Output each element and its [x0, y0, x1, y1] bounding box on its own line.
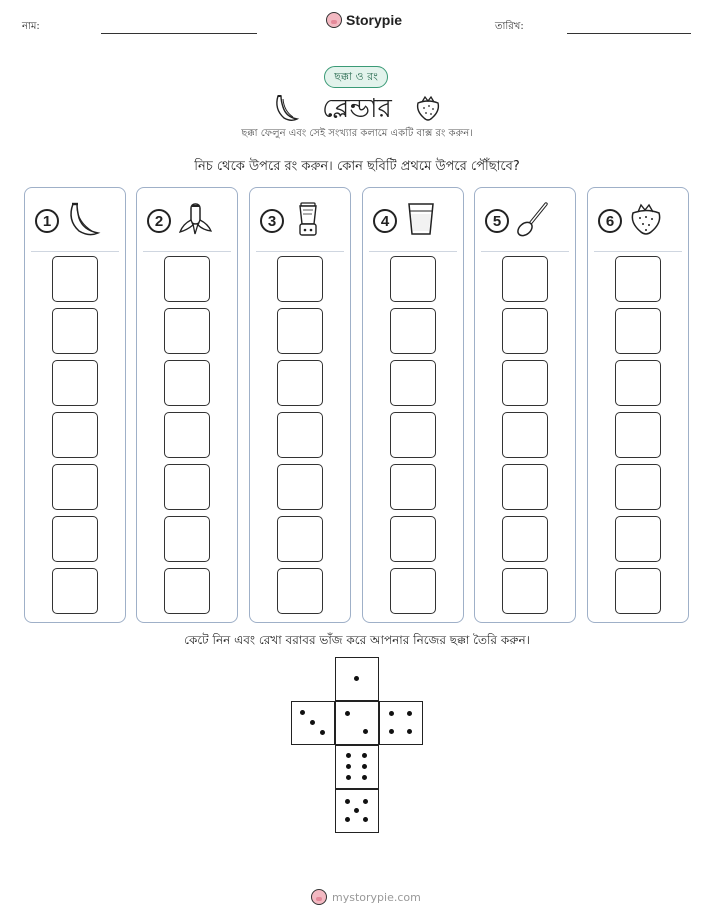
- dice-face-center: [335, 701, 379, 745]
- dice-pip: [389, 729, 394, 734]
- column-5: [474, 187, 576, 623]
- dice-face-bottom: [335, 789, 379, 833]
- cut-instruction: কেটে নিন এবং রেখা বরাবর ভাঁজ করে আপনার নিজের ছক্কা তৈরি করুন।: [184, 633, 530, 647]
- column-header: [260, 198, 344, 244]
- column-divider: [143, 251, 231, 252]
- brand-logo: [326, 12, 402, 28]
- column-number: 5: [485, 209, 509, 233]
- column-number: 3: [260, 209, 284, 233]
- color-box[interactable]: [390, 412, 436, 458]
- column-header: [598, 198, 682, 244]
- dice-pip: [354, 676, 359, 681]
- name-line[interactable]: [101, 33, 257, 34]
- column-divider: [369, 251, 457, 252]
- color-box[interactable]: [390, 308, 436, 354]
- dice-pip: [346, 764, 351, 769]
- dice-pip: [389, 711, 394, 716]
- footer: [311, 889, 421, 905]
- column-3: [249, 187, 351, 623]
- dice-pip: [354, 808, 359, 813]
- color-box[interactable]: [502, 464, 548, 510]
- category-badge: ছক্কা ও রং: [324, 66, 388, 88]
- color-box[interactable]: [164, 516, 210, 562]
- dice-pip: [310, 720, 315, 725]
- dice-face-lower: [335, 745, 379, 789]
- color-box[interactable]: [502, 568, 548, 614]
- color-box[interactable]: [52, 568, 98, 614]
- column-header: [373, 198, 457, 244]
- color-box[interactable]: [277, 568, 323, 614]
- dice-pip: [320, 730, 325, 735]
- color-box[interactable]: [164, 568, 210, 614]
- pig-logo-icon: [326, 12, 342, 28]
- color-box[interactable]: [502, 256, 548, 302]
- color-box[interactable]: [164, 360, 210, 406]
- column-header: [147, 198, 231, 244]
- dice-pip: [345, 799, 350, 804]
- color-box[interactable]: [52, 516, 98, 562]
- color-box[interactable]: [615, 256, 661, 302]
- color-box[interactable]: [52, 256, 98, 302]
- color-box[interactable]: [390, 256, 436, 302]
- column-divider: [481, 251, 569, 252]
- color-box[interactable]: [390, 360, 436, 406]
- color-box[interactable]: [615, 412, 661, 458]
- instruction: নিচ থেকে উপরে রং করুন। কোন ছবিটি প্রথমে উপরে পৌঁছাবে?: [194, 159, 520, 174]
- banana-icon: [272, 93, 300, 127]
- dice-pip: [407, 711, 412, 716]
- page-title: ব্লেন্ডার: [322, 94, 392, 124]
- footer-url[interactable]: mystorypie.com: [332, 890, 421, 904]
- brand-name: Storypie: [346, 12, 403, 28]
- color-box[interactable]: [52, 412, 98, 458]
- pig-logo-icon: [311, 889, 327, 905]
- color-box[interactable]: [615, 568, 661, 614]
- dice-pip: [346, 753, 351, 758]
- dice-pip: [346, 775, 351, 780]
- date-label: তারিখ:: [495, 21, 524, 32]
- column-number: 2: [147, 209, 171, 233]
- color-box[interactable]: [502, 360, 548, 406]
- color-box[interactable]: [390, 464, 436, 510]
- dice-face-left: [291, 701, 335, 745]
- dice-pip: [345, 711, 350, 716]
- color-box[interactable]: [164, 412, 210, 458]
- column-header: [35, 198, 119, 244]
- strawberry-icon: [628, 200, 664, 242]
- color-box[interactable]: [52, 464, 98, 510]
- dice-pip: [362, 775, 367, 780]
- column-header: [485, 198, 569, 244]
- column-number: 6: [598, 209, 622, 233]
- dice-pip: [362, 753, 367, 758]
- column-divider: [594, 251, 682, 252]
- dice-pip: [300, 710, 305, 715]
- strawberry-icon: [414, 93, 442, 127]
- column-number: 1: [35, 209, 59, 233]
- color-box[interactable]: [277, 412, 323, 458]
- color-box[interactable]: [164, 256, 210, 302]
- spoon-icon: [515, 200, 551, 242]
- color-box[interactable]: [52, 360, 98, 406]
- dice-pip: [363, 799, 368, 804]
- color-box[interactable]: [502, 516, 548, 562]
- color-box[interactable]: [277, 516, 323, 562]
- color-box[interactable]: [277, 308, 323, 354]
- color-box[interactable]: [164, 464, 210, 510]
- dice-pip: [345, 817, 350, 822]
- color-box[interactable]: [164, 308, 210, 354]
- dice-pip: [362, 764, 367, 769]
- glass-icon: [403, 200, 439, 242]
- color-box[interactable]: [615, 360, 661, 406]
- name-label: নাম:: [22, 21, 40, 32]
- column-1: [24, 187, 126, 623]
- blender-icon: [290, 200, 326, 242]
- peeled-banana-icon: [177, 200, 213, 242]
- color-box[interactable]: [615, 516, 661, 562]
- dice-face-top: [335, 657, 379, 701]
- banana-icon: [65, 200, 101, 242]
- color-box[interactable]: [615, 308, 661, 354]
- dice-pip: [407, 729, 412, 734]
- column-2: [136, 187, 238, 623]
- color-box[interactable]: [277, 360, 323, 406]
- color-box[interactable]: [502, 308, 548, 354]
- date-line[interactable]: [567, 33, 691, 34]
- color-box[interactable]: [277, 464, 323, 510]
- color-box[interactable]: [52, 308, 98, 354]
- color-box[interactable]: [390, 568, 436, 614]
- color-box[interactable]: [615, 464, 661, 510]
- dice-face-right: [379, 701, 423, 745]
- column-divider: [31, 251, 119, 252]
- dice-pip: [363, 729, 368, 734]
- dice-pip: [363, 817, 368, 822]
- column-number: 4: [373, 209, 397, 233]
- column-6: [587, 187, 689, 623]
- column-4: [362, 187, 464, 623]
- column-divider: [256, 251, 344, 252]
- color-box[interactable]: [277, 256, 323, 302]
- color-box[interactable]: [502, 412, 548, 458]
- color-box[interactable]: [390, 516, 436, 562]
- subtitle: ছক্কা ফেলুন এবং সেই সংখ্যার কলামে একটি বাক্স রং করুন।: [241, 128, 473, 139]
